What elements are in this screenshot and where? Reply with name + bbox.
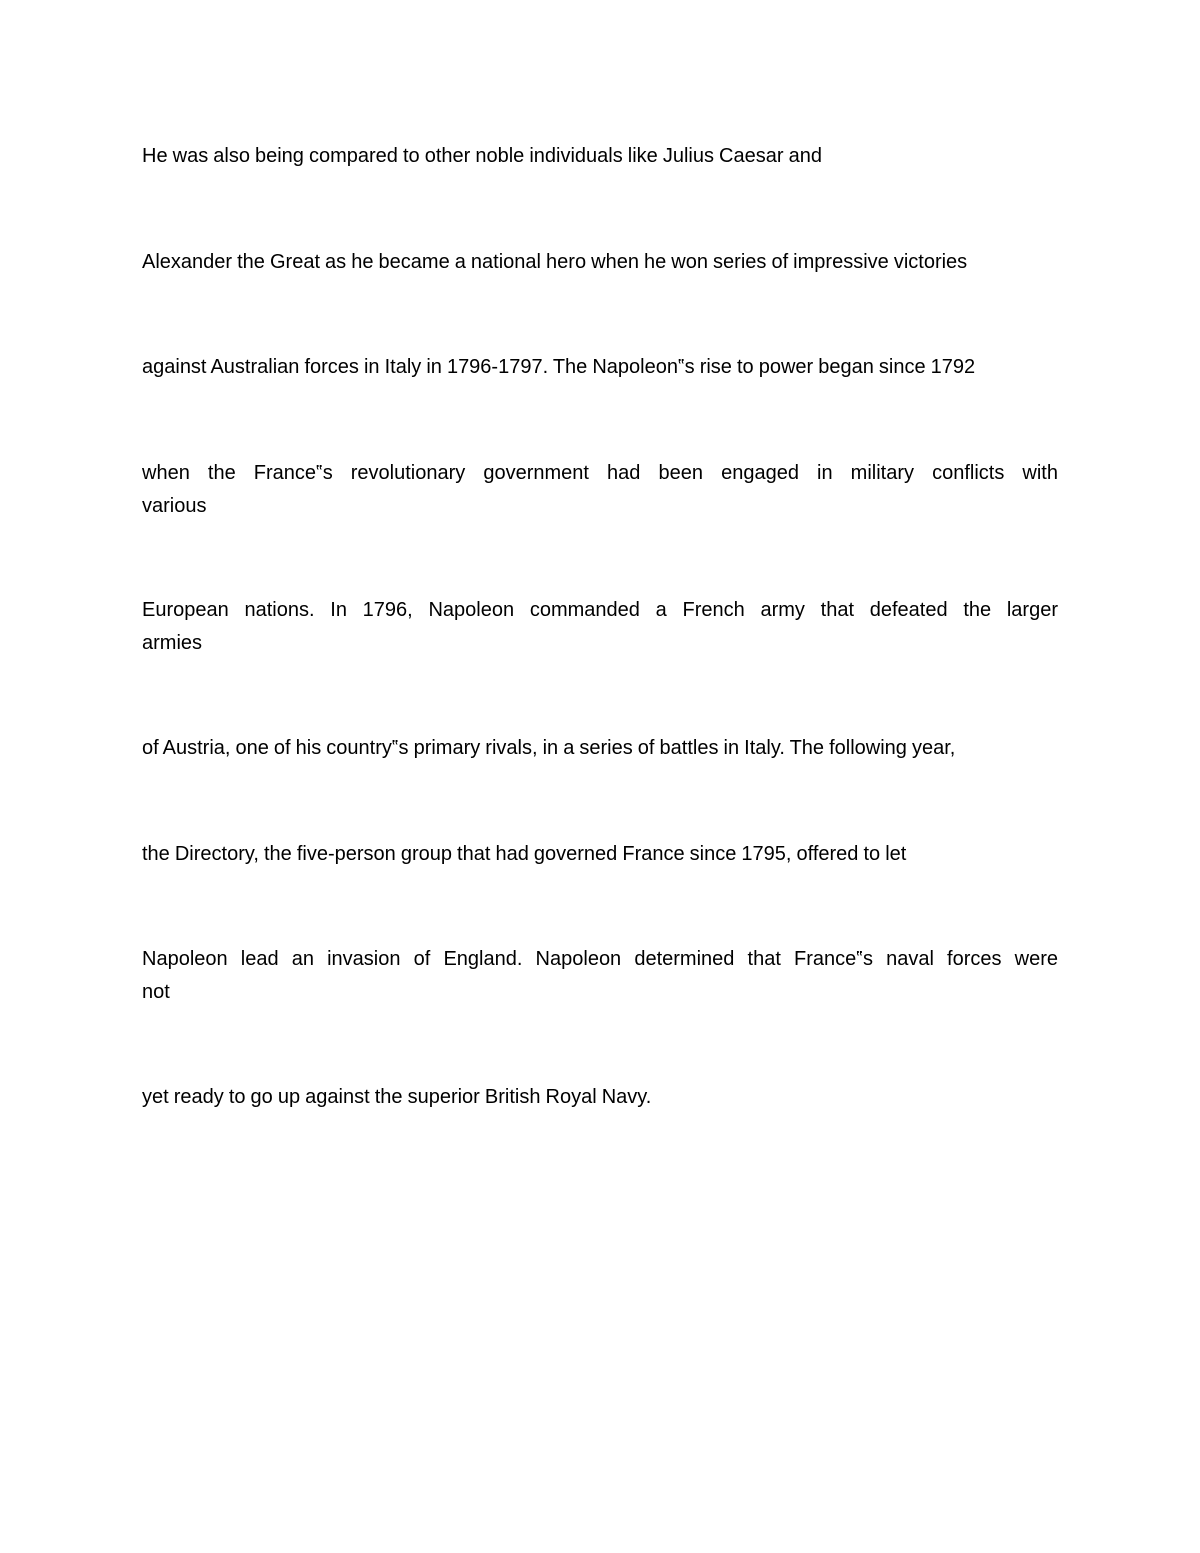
paragraph-line: various: [142, 495, 207, 517]
paragraph: [142, 457, 1058, 523]
paragraph-line: Alexander the Great as he became a national hero when he won series of impressive victories: [142, 251, 968, 273]
paragraph-line: of Austria, one of his country‟s primary rivals, in a series of battles in Italy. The following year,: [142, 737, 956, 759]
paragraph-line: armies: [142, 632, 203, 654]
paragraph: [142, 732, 1058, 765]
paragraph-line: against Australian forces in Italy in 1796-1797. The Napoleon‟s rise to power began since 1792: [142, 356, 976, 378]
paragraph-line: European nations. In 1796, Napoleon commanded a French army that defeated the larger: [142, 599, 1058, 621]
paragraph-line: He was also being compared to other noble individuals like Julius Caesar and: [142, 145, 822, 167]
paragraph: [142, 351, 1058, 384]
paragraph-line: yet ready to go up against the superior British Royal Navy.: [142, 1086, 652, 1108]
paragraph: [142, 594, 1058, 660]
paragraph: [142, 838, 1058, 871]
paragraph-line: Napoleon lead an invasion of England. Napoleon determined that France‟s naval forces were: [142, 948, 1058, 970]
paragraph-line: when the France‟s revolutionary government had been engaged in military conflicts with: [142, 462, 1058, 484]
paragraph: [142, 943, 1058, 1009]
paragraph-line: not: [142, 981, 170, 1003]
paragraph-line: the Directory, the five-person group that had governed France since 1795, offered to let: [142, 843, 907, 865]
paragraph: [142, 1081, 1058, 1114]
paragraph: [142, 246, 1058, 279]
paragraph: [142, 140, 1058, 173]
